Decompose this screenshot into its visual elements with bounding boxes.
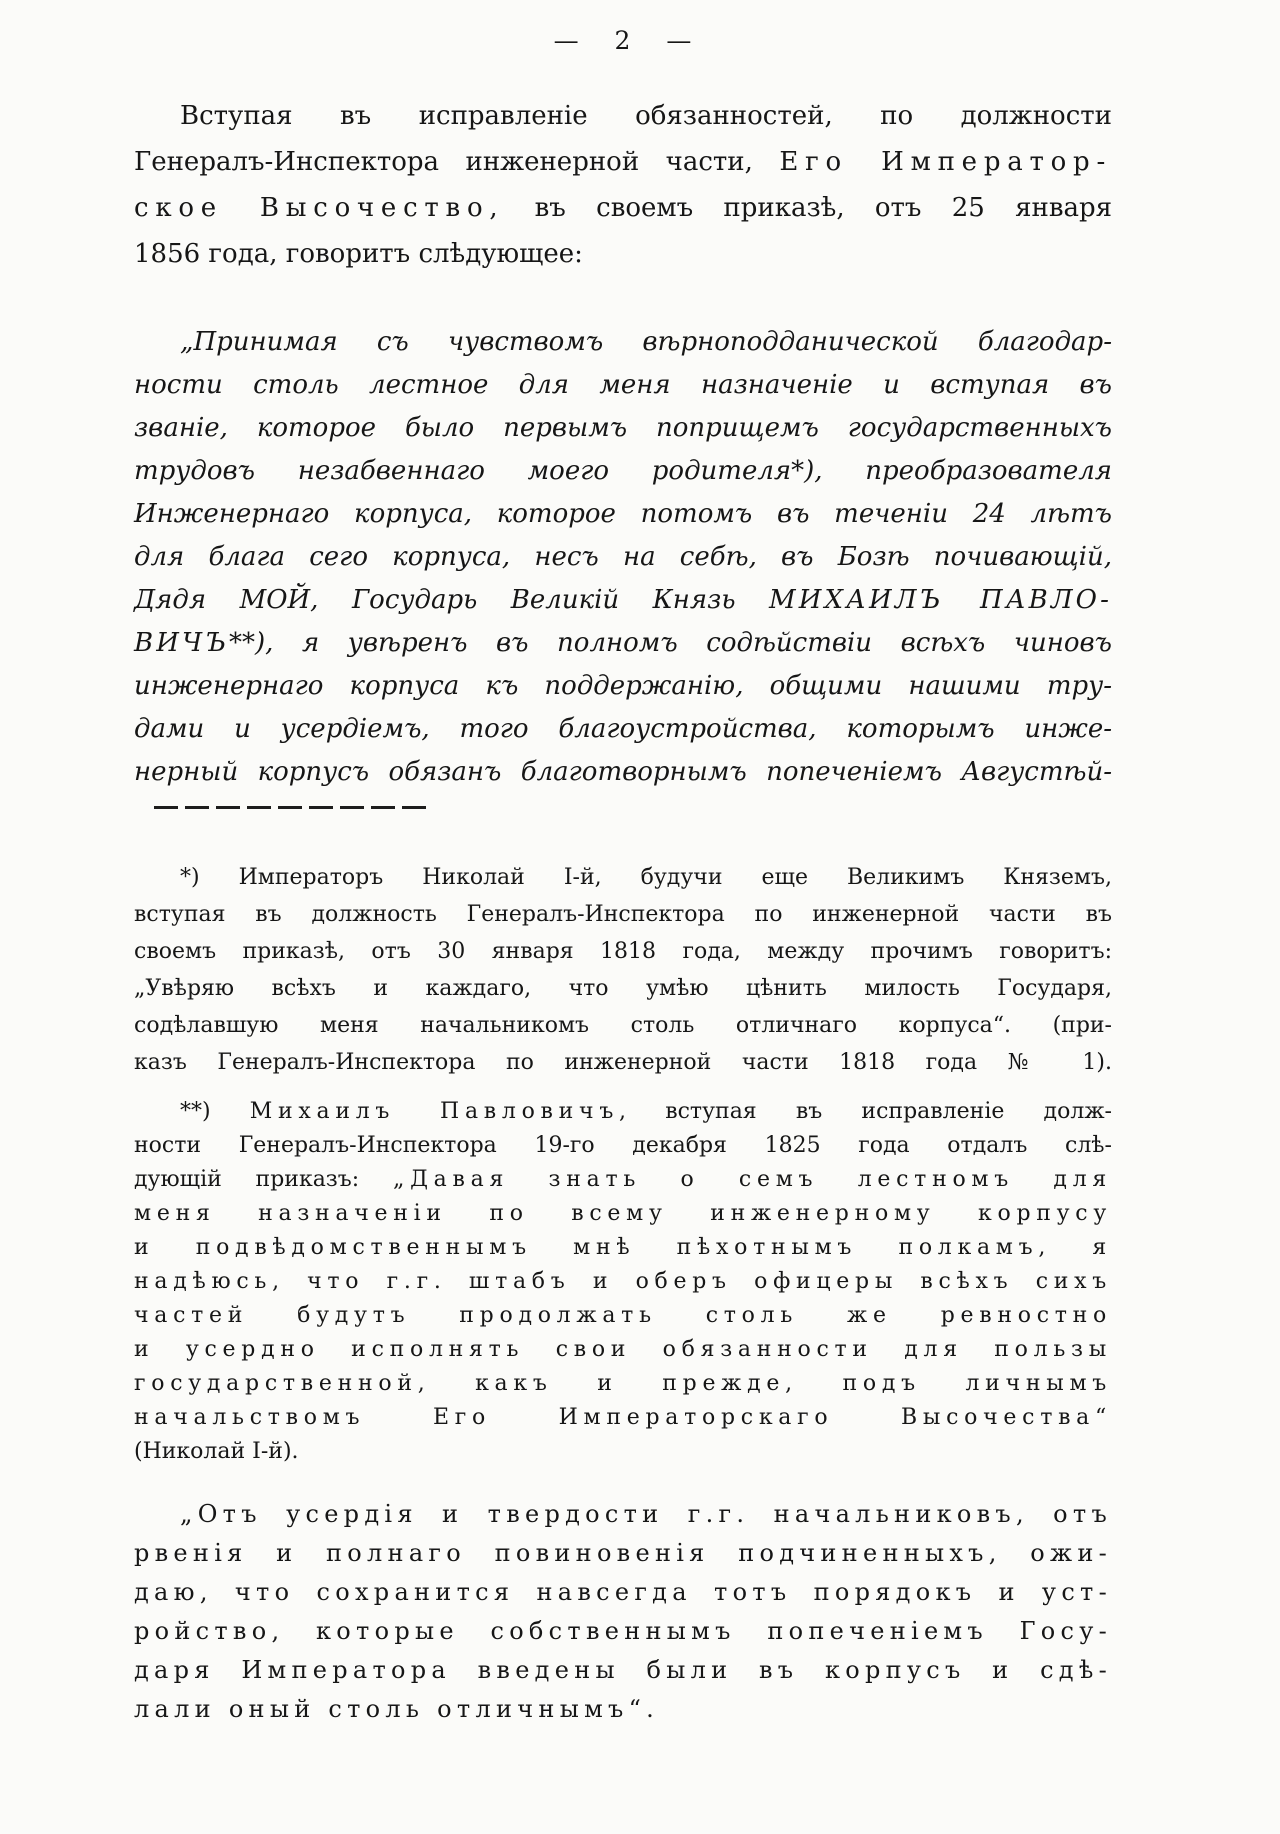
emphasized-text-segment: меня назначеніи по всему инженерному корпусу bbox=[134, 1201, 1112, 1226]
text-line bbox=[134, 1612, 1112, 1651]
text-segment: 1856 года, говоритъ слѣдующее: bbox=[134, 239, 583, 269]
text-segment: *) Императоръ Николай I-й, будучи еще Великимъ Княземъ, bbox=[180, 865, 1112, 890]
emphasized-text-segment: и подвѣдомственнымъ мнѣ пѣхотнымъ полкамъ, я bbox=[134, 1235, 1112, 1260]
text-segment: дующій приказъ: bbox=[134, 1167, 393, 1192]
text-line bbox=[134, 1495, 1112, 1534]
emphasized-text-segment: ское Высочество, bbox=[134, 193, 505, 223]
emphasized-text-segment: „Давая знать о семъ лестномъ для bbox=[392, 1167, 1112, 1192]
text-segment: Инженернаго корпуса, которое потомъ въ теченіи 24 лѣтъ bbox=[134, 499, 1112, 529]
text-line bbox=[134, 1534, 1112, 1573]
text-line bbox=[134, 536, 1112, 579]
text-line bbox=[134, 1007, 1112, 1044]
text-line bbox=[134, 1044, 1112, 1081]
opening-paragraph bbox=[134, 93, 1112, 277]
text-segment: для блага сего корпуса, несъ на себѣ, въ Бозѣ почивающій, bbox=[134, 542, 1112, 572]
text-segment: ности столь лестное для меня назначеніе и вступая въ bbox=[134, 370, 1112, 400]
text-line bbox=[134, 493, 1112, 536]
text-segment: казъ Генералъ-Инспектора по инженерной части 1818 года № 1). bbox=[134, 1050, 1112, 1075]
text-segment: въ своемъ приказѣ, отъ 25 января bbox=[504, 193, 1112, 223]
text-segment: „Принимая съ чувствомъ вѣрноподданической благодар- bbox=[180, 327, 1112, 357]
footnote-asterisk bbox=[134, 859, 1112, 1081]
emphasized-text-segment: надѣюсь, что г.г. штабъ и оберъ офицеры всѣхъ сихъ bbox=[134, 1269, 1112, 1294]
text-segment: Дядя МОЙ, Государь Великій Князь bbox=[134, 585, 770, 615]
footnote-separator-rule bbox=[154, 806, 428, 809]
emphasized-text-segment: ВИЧЪ bbox=[134, 628, 230, 658]
text-segment: , вступая въ исправленіе долж- bbox=[619, 1099, 1112, 1124]
text-line bbox=[134, 1231, 1112, 1265]
text-line bbox=[134, 407, 1112, 450]
text-line bbox=[134, 665, 1112, 708]
emphasized-text-segment: даря Императора введены были въ корпусъ и сдѣ- bbox=[134, 1656, 1112, 1684]
page-number: — 2 — bbox=[553, 26, 693, 55]
text-line bbox=[134, 185, 1112, 231]
text-line bbox=[134, 1095, 1112, 1129]
text-segment: званіе, которое было первымъ поприщемъ государственныхъ bbox=[134, 413, 1112, 443]
text-line bbox=[134, 1299, 1112, 1333]
text-line bbox=[134, 896, 1112, 933]
text-line bbox=[134, 859, 1112, 896]
text-line bbox=[134, 93, 1112, 139]
emphasized-text-segment: начальствомъ Его Императорскаго Высочества“ bbox=[134, 1405, 1112, 1430]
text-segment: Вступая въ исправленіе обязанностей, по должности bbox=[180, 101, 1112, 131]
emphasized-text-segment: государственной, какъ и прежде, подъ личнымъ bbox=[134, 1371, 1112, 1396]
emphasized-text-segment: частей будутъ продолжать столь же ревностно bbox=[134, 1303, 1112, 1328]
emphasized-text-segment: ройство, которые собственнымъ попеченіемъ Госу- bbox=[134, 1617, 1112, 1645]
emphasized-text-segment: МИХАИЛЪ ПАВЛО- bbox=[769, 585, 1113, 615]
text-line bbox=[134, 1265, 1112, 1299]
text-line bbox=[134, 1573, 1112, 1612]
emphasized-text-segment: лали оный столь отличнымъ“. bbox=[134, 1695, 660, 1723]
emphasized-text-segment: и усердно исполнять свои обязанности для пользы bbox=[134, 1337, 1112, 1362]
text-segment: **) bbox=[180, 1099, 250, 1124]
text-segment: трудовъ незабвеннаго моего родителя*), преобразователя bbox=[134, 456, 1112, 486]
text-line bbox=[134, 1690, 1112, 1729]
text-line bbox=[134, 579, 1112, 622]
text-segment: вступая въ должность Генералъ-Инспектора по инженерной части въ bbox=[134, 902, 1112, 927]
text-line bbox=[134, 1197, 1112, 1231]
text-segment: (Николай I-й). bbox=[134, 1439, 299, 1464]
text-segment: **), я увѣренъ въ полномъ содѣйствіи всѣхъ чиновъ bbox=[229, 628, 1112, 658]
text-line bbox=[134, 970, 1112, 1007]
text-line bbox=[134, 1163, 1112, 1197]
text-line bbox=[134, 1129, 1112, 1163]
text-line bbox=[134, 231, 1112, 277]
emphasized-text-segment: Его Император- bbox=[779, 147, 1112, 177]
text-line bbox=[134, 1367, 1112, 1401]
text-segment: нерный корпусъ обязанъ благотворнымъ попеченіемъ Августѣй- bbox=[134, 757, 1112, 787]
text-line bbox=[134, 364, 1112, 407]
text-line bbox=[134, 321, 1112, 364]
text-line bbox=[134, 708, 1112, 751]
text-segment: своемъ приказѣ, отъ 30 января 1818 года, между прочимъ говоритъ: bbox=[134, 939, 1112, 964]
text-segment: ности Генералъ-Инспектора 19-го декабря 1825 года отдалъ слѣ- bbox=[134, 1133, 1112, 1158]
text-line bbox=[134, 1333, 1112, 1367]
footnote-double-asterisk bbox=[134, 1095, 1112, 1469]
imperial-order-quote-paragraph bbox=[134, 321, 1112, 794]
text-segment: Генералъ-Инспектора инженерной части, bbox=[134, 147, 780, 177]
emphasized-text-segment: рвенія и полнаго повиновенія подчиненныхъ, ожи- bbox=[134, 1539, 1112, 1567]
text-line bbox=[134, 933, 1112, 970]
text-line bbox=[134, 139, 1112, 185]
text-line bbox=[134, 1401, 1112, 1435]
text-line bbox=[134, 1435, 1112, 1469]
emphasized-text-segment: Михаилъ Павловичъ bbox=[249, 1099, 620, 1124]
text-line bbox=[134, 751, 1112, 794]
text-segment: „Увѣряю всѣхъ и каждаго, что умѣю цѣнить милость Государя, bbox=[134, 976, 1112, 1001]
text-line bbox=[134, 450, 1112, 493]
emphasized-text-segment: даю, что сохранится навсегда тотъ порядокъ и уст- bbox=[134, 1578, 1112, 1606]
text-segment: дами и усердіемъ, того благоустройства, которымъ инже- bbox=[134, 714, 1112, 744]
text-line bbox=[134, 1651, 1112, 1690]
footnote-closing-quote-paragraph bbox=[134, 1495, 1112, 1729]
emphasized-text-segment: „Отъ усердія и твердости г.г. начальниковъ, отъ bbox=[180, 1500, 1112, 1528]
text-segment: содѣлавшую меня начальникомъ столь отличнаго корпуса“. (при- bbox=[134, 1013, 1112, 1038]
text-line bbox=[134, 622, 1112, 665]
text-segment: инженернаго корпуса къ поддержанію, общими нашими тру- bbox=[134, 671, 1112, 701]
